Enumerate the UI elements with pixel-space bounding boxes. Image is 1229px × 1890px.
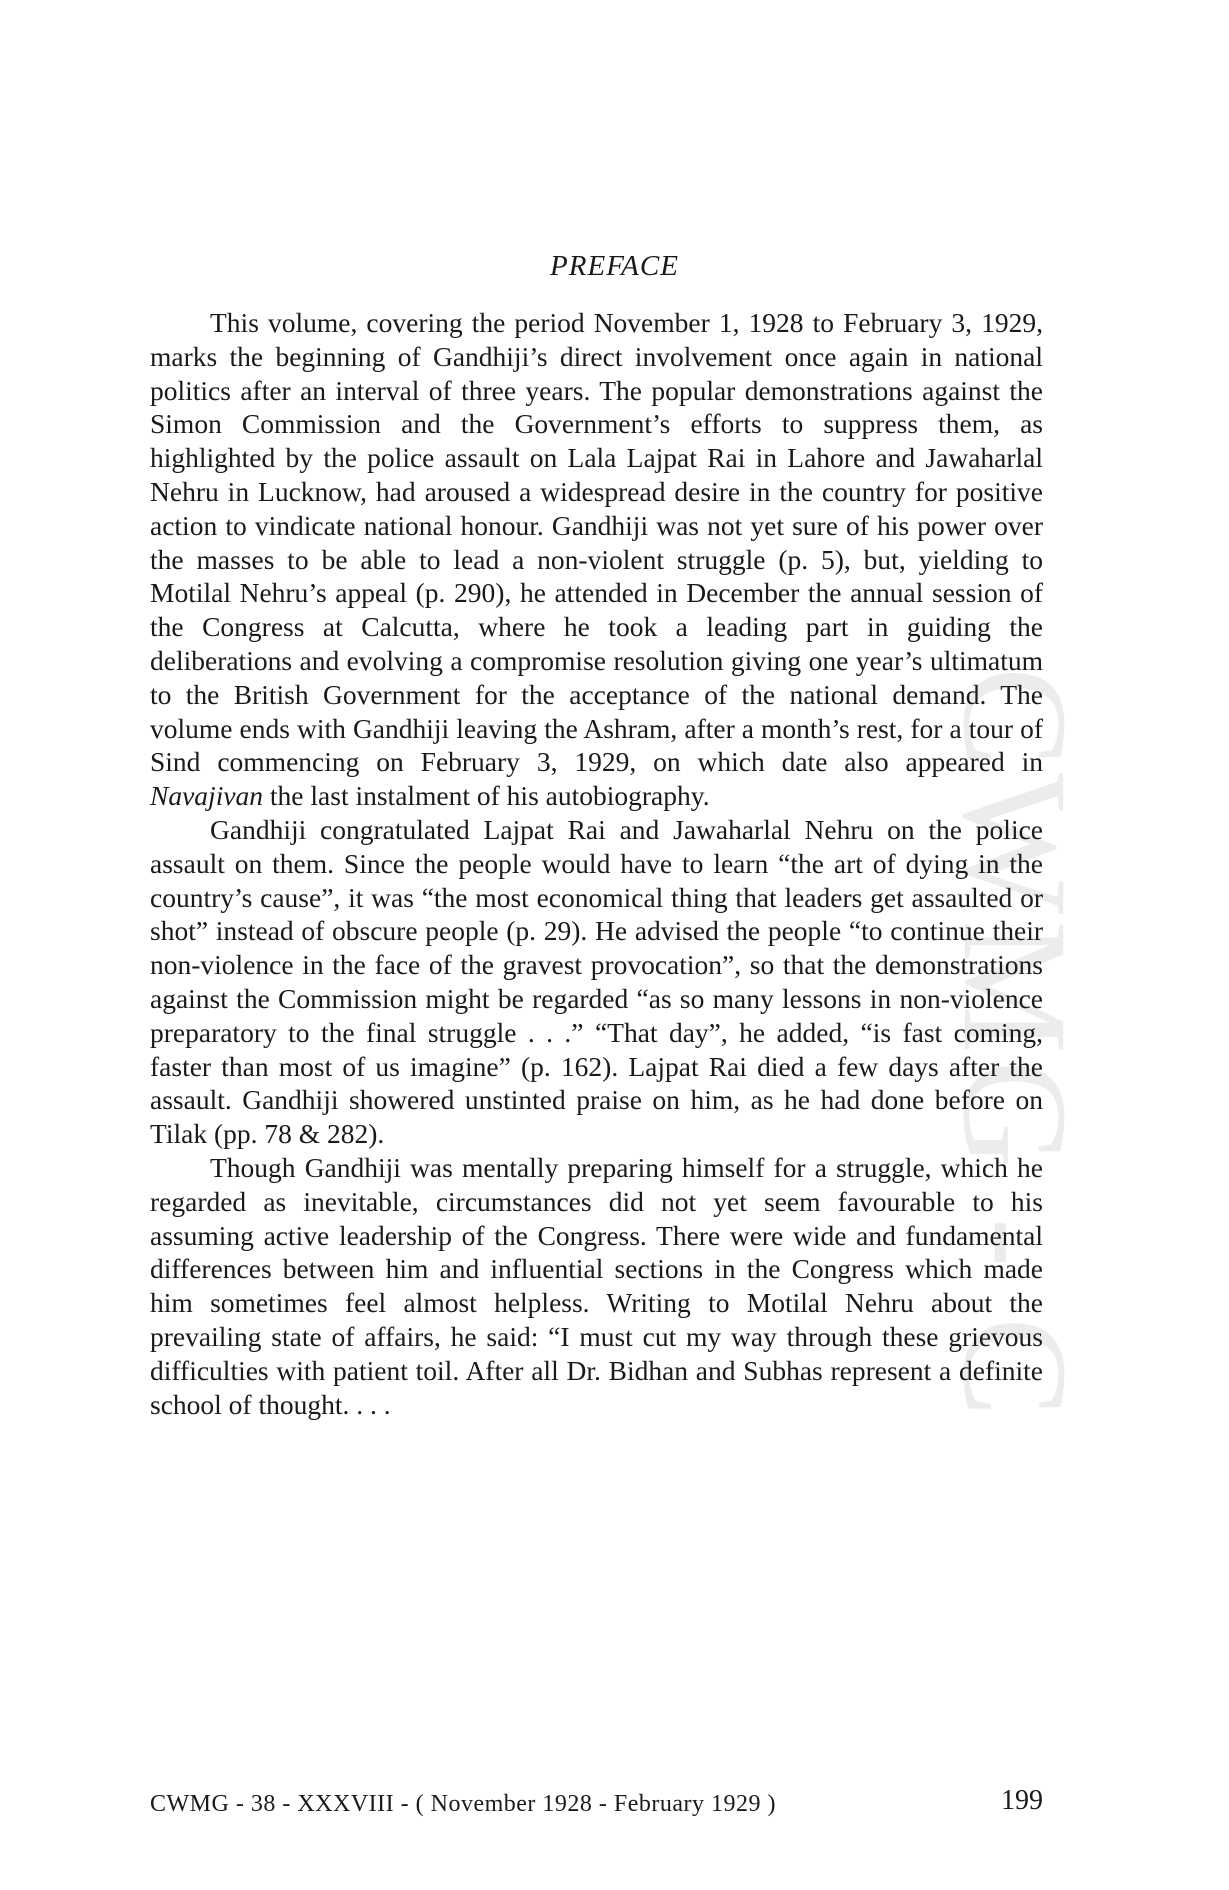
- paragraph-text-tail: the last instalment of his autobiography.: [263, 780, 710, 812]
- paragraph: Gandhiji congratulated Lajpat Rai and Jawaharlal Nehru on the police assault on them. Since the people would have to learn “the art of dying in the country’s cause”, it was “the most economical thing that leaders get assaulted or shot” instead of obscure people (p. 29). He advised the people “to continue their non-violence in the face of the gravest provocation”, so that the demonstrations against the Commission might be regarded “as so many lessons in non-violence preparatory to the final struggle . . .” “That day”, he added, “is fast coming, faster than most of us imagine” (p. 162). Lajpat Rai died a few days after the assault. Gandhiji showered unstinted praise on him, as he had done before on Tilak (pp. 78 & 282).: [150, 813, 1043, 1150]
- italic-title: Navajivan: [150, 780, 264, 812]
- paragraph: Though Gandhiji was mentally preparing himself for a struggle, which he regarded as inevitable, circumstances did not yet seem favourable to his assuming active leadership of the Congress. There were wide and fundamental differences between him and influential sections in the Congress which made him sometimes feel almost helpless. Writing to Motilal Nehru about the prevailing state of affairs, he said: “I must cut my way through these grievous difficulties with patient toil. After all Dr. Bidhan and Subhas represent a definite school of thought. . . .: [150, 1151, 1043, 1420]
- paragraph: [150, 306, 1043, 813]
- footer-volume-info: CWMG - 38 - XXXVIII - ( November 1928 - February 1929 ): [150, 1791, 777, 1817]
- page-number: 199: [1001, 1785, 1043, 1816]
- paragraph-text: This volume, covering the period November 1, 1928 to February 3, 1929, marks the beginning of Gandhiji’s direct involvement once again in national politics after an interval of three years. The popular demonstrations against the Simon Commission and the Government’s efforts to suppress them, as highlighted by the police assault on Lala Lajpat Rai in Lahore and Jawaharlal Nehru in Lucknow, had aroused a widespread desire in the country for positive action to vindicate national honour. Gandhiji was not yet sure of his power over the masses to be able to lead a non-violent struggle (p. 5), but, yielding to Motilal Nehru’s appeal (p. 290), he attended in December the annual session of the Congress at Calcutta, where he took a leading part in guiding the deliberations and evolving a compromise resolution giving one year’s ultimatum to the British Government for the acceptance of the national demand. The volume ends with Gandhiji leaving the Ashram, after a month’s rest, for a tour of Sind commencing on February 3, 1929, on which date also appeared in: [150, 307, 1043, 778]
- watermark: CWMG - C: [932, 666, 1098, 1424]
- body-text: [150, 306, 1043, 1421]
- page-footer: [150, 1785, 1043, 1825]
- page-title: PREFACE: [550, 250, 679, 282]
